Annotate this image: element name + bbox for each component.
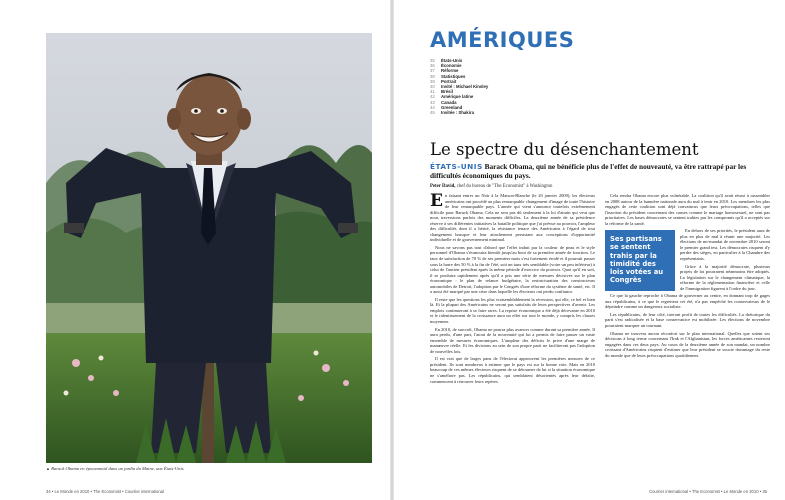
toc-page-number: 38 xyxy=(430,73,435,79)
left-page xyxy=(0,0,392,500)
toc-page-number: 37 xyxy=(430,68,435,74)
article-paragraph xyxy=(430,297,595,325)
toc-label: États-Unis xyxy=(441,58,463,63)
article-headline: Le spectre du désenchantement xyxy=(430,140,699,159)
article-body xyxy=(430,193,770,475)
toc-page-number: 39 xyxy=(430,78,435,84)
article-column-1 xyxy=(430,193,595,475)
toc-label: Canada xyxy=(441,99,457,105)
toc-page-number: 45 xyxy=(430,110,435,116)
toc-page-number: 42 xyxy=(430,94,435,100)
article-paragraph: Grâce à la majorité démocrate, plusieurs projets de loi pourraient néanmoins être adoptés. La législation sur le changement climatique, la réforme de la réglementation financière et celle de l'immigration figurent à l'ordre du jour. xyxy=(680,263,770,291)
article-paragraph xyxy=(430,245,595,295)
toc-label: Invité : Michael Kinsley xyxy=(441,84,489,90)
page-gutter xyxy=(390,0,394,500)
article-paragraph xyxy=(430,327,595,355)
pull-quote: Ses partisans se sentent trahis par la timidité des lois votées au Congrès xyxy=(605,230,675,290)
paragraph-text: n faisant entrer un Noir à la Maison-Blanche (le 20 janvier 2009), les électeurs américains ont procédé au plus remarquable changement d'image de toute l'histoire de leur remarquable pays. L'année qui vient s'annonce toutefois extrêmement difficile pour Barack Obama. Cela ne sera pas dû seulement à la loi d'airain qui veut que nous traversions parfois des moments difficiles. La deuxième année de sa présidence réserve à ses différentes initiatives la bataille politique que j'ai prévue au pouvoir, l'ampleur des difficultés dont il a hérité, la résistance tenace des Américains à l'égard de tout changement brusque et leur attachement persistant aux conceptions d'opportunité individuelle et de gouvernement minimal. xyxy=(430,193,595,243)
article-paragraph: Ce que la gauche reproche à Obama de gouverner au centre, en donnant trop de gages aux républicains, à ce que le regrettera cet été, n'a pas empêché les conservateurs de le dépeindre comme un dangereux socialiste. xyxy=(605,293,770,310)
toc-label: Portrait xyxy=(441,78,457,84)
table-of-contents xyxy=(430,58,570,115)
article-standfirst xyxy=(430,162,765,180)
toc-item[interactable] xyxy=(430,110,570,115)
toc-page-number: 40 xyxy=(430,84,435,90)
scarecrow-illustration xyxy=(46,33,372,463)
photo-caption xyxy=(46,466,372,472)
article-paragraph xyxy=(430,356,595,384)
byline-author: Peter David, xyxy=(430,184,456,189)
paragraph-text: Il reste que les questions les plus vraisemblablement la récession, qui elle, ce bel et bien là. Et la plupart des Américains ne seront pas satisfaits de leurs perspectives d'avenir. Les emplois continueront à se faire rares. La reprise économique a été déjà décevante en 2010 et le ralentissement de la croissance aura un effet sur tout le monde, y compris les classes moyennes. xyxy=(430,296,595,325)
standfirst-text: Barack Obama, qui ne bénéficie plus de l'effet de nouveauté, va être rattrapé par les difficultés économiques du pays. xyxy=(430,162,747,180)
toc-label: Greenland xyxy=(441,104,463,110)
toc-label: Réforme xyxy=(441,68,459,74)
toc-label: Brésil xyxy=(441,89,453,95)
article-column-2 xyxy=(605,193,770,475)
paragraph-text: En 2010, de surcroît, Obama ne pourra plus avancer comme durant sa première année. Il aura perdu, d'une part, l'atout de la nouveauté qui lui a permis de faire passer un vaste ensemble de mesures économiques. L'ampleur des déficits le prive d'une marge de manœuvre réelle. Et les divisions au sein de son propre parti ne faciliteront pas l'adoption de nouvelles lois. xyxy=(430,326,595,354)
article-paragraph xyxy=(430,193,595,243)
toc-label: Économie xyxy=(441,63,462,69)
paragraph-text: Il est vrai que de larges pans de l'électorat approuvent les premières mesures de ce président. Ils sont nombreux à estimer que le pays est sur la bonne voie. Mais en 2010 beaucoup de ces mêmes électeurs risquent de se détourner de lui si la situation économique ne s'améliore pas. Les républicains, qui semblaient désorientés après leur défaite, commencent à retrouver leurs repères. xyxy=(430,356,595,384)
toc-label: Amérique latine xyxy=(441,94,474,100)
article-paragraph: Cela rendra Obama encore plus vulnérable. La coalition qu'il avait réussi à rassembler en 2008 autour de la bannière nationale aura du mal à tenir en 2010. Les membres les plus engagés de cette coalition sont déjà convaincus que leurs préoccupations, telles que l'inaction du président concernant des causes comme le mariage homosexuel, ne sont pas prioritaires. Les bases démocrates se sentent trahies par les compromis qu'il a acceptés sur la réforme de la santé. xyxy=(605,193,770,226)
folio-left: 34 • Le Monde en 2010 • The Economist • Courrier international xyxy=(46,489,164,494)
toc-page-number: 35 xyxy=(430,58,435,63)
toc-page-number: 36 xyxy=(430,63,435,69)
paragraph-text: Nous ne savons pas tout d'abord que l'effet induit par la couleur de peau et le style personnel d'Obama s'évanouira bientôt jusqu'au bout de sa première année de fonction. Le taux de satisfaction de 70 % de ses premiers mois s'est fortement érodé et il pourrait passer sous la barre des 50 % à la fin de l'été, soit un taux très semblable (voire un peu inférieur) à celui de l'ancien président après la même période d'exercice du pouvoir. Quoi qu'il en soit, il se produira rapidement après qu'il a pris une série de mesures décisives sur le plan économique : le plan de relance budgétaire, la restructuration des constructeurs automobiles de Detroit, l'adoption par le Congrès d'une réforme du système de santé, etc. Il a aussi été marqué par une crise dans laquelle les électeurs ont perdu confiance. xyxy=(430,244,595,295)
byline-role: chef du bureau de "The Economist" à Washington xyxy=(456,184,553,189)
toc-page-number: 43 xyxy=(430,99,435,105)
section-title: AMÉRIQUES xyxy=(430,28,575,52)
article-paragraph: Obama ne trouvera aucun réconfort sur le plan international. Quelles que soient ses décisions à long terme concernant l'Irak et l'Afghanistan, les forces américaines resteront engagées dans ces deux pays. Au cours de la deuxième année de son mandat, un nombre croissant d'Américains risquent d'estimer que leur président se soucie davantage du reste du monde que de leurs préoccupations quotidiennes. xyxy=(605,330,770,358)
toc-label: Statistiques xyxy=(441,73,466,79)
folio-right: Courrier international • The Economist • Le Monde en 2010 • 35 xyxy=(649,489,767,494)
drop-cap: E xyxy=(430,193,443,211)
article-paragraph: En dehors de ses priorités, le président aura de plus en plus de mal à réunir une majorité. Les élections de mi-mandat de novembre 2010 seront le premier grand test. Les démocrates risquent d'y perdre des sièges, en particulier à la Chambre des représentants. xyxy=(680,228,770,262)
toc-page-number: 41 xyxy=(430,89,435,95)
toc-label: Invitée : Shakira xyxy=(441,110,474,116)
caption-text: Barack Obama en épouvantail dans un jardin du Maine, aux États-Unis. xyxy=(51,466,185,471)
article-paragraph: Les républicains, de leur côté, tireront profit de toutes les difficultés. La rhétorique du parti s'est radicalisée et la base conservatrice est mobilisée. Les élections de novembre pourraient marquer un tournant. xyxy=(605,311,770,329)
standfirst-kicker: ÉTATS-UNIS xyxy=(430,162,483,171)
byline xyxy=(430,184,765,189)
caption-marker: ▲ xyxy=(46,466,50,471)
scarecrow-photo xyxy=(46,33,372,463)
toc-page-number: 44 xyxy=(430,104,435,110)
